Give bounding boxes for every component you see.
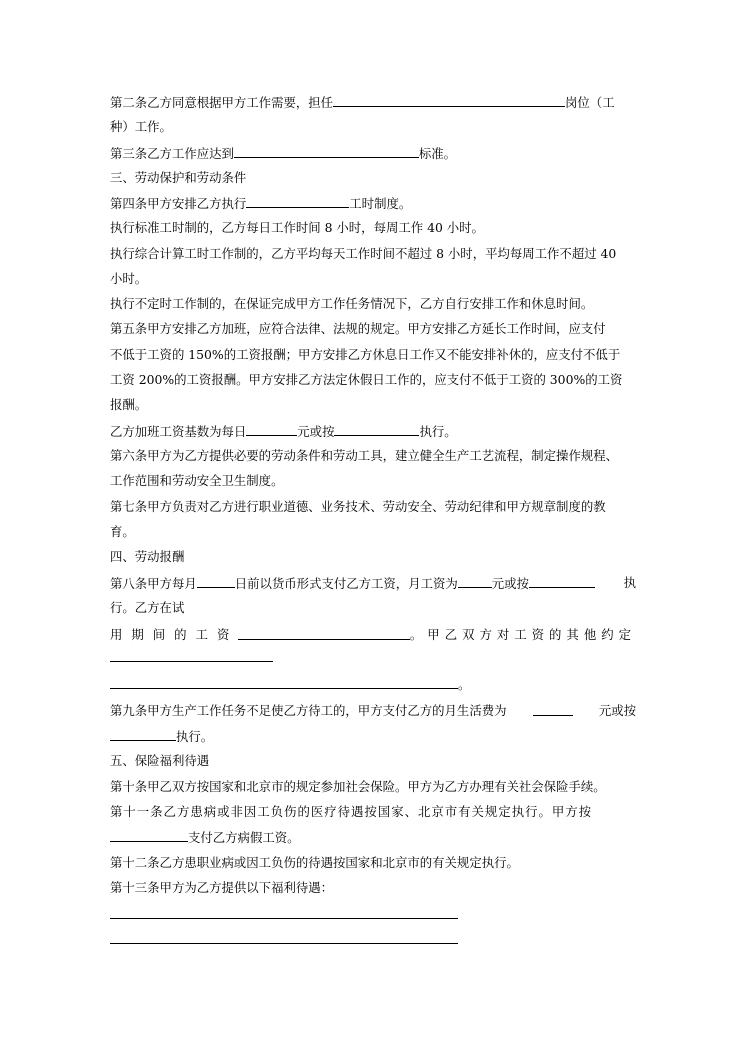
blank-line bbox=[110, 661, 273, 662]
line-article-12 bbox=[110, 855, 519, 871]
text: 行。乙方在试 bbox=[110, 600, 185, 615]
line-article-8 bbox=[110, 575, 636, 591]
blank-line bbox=[110, 918, 458, 919]
text: 执 bbox=[623, 575, 636, 590]
line-probation-wage bbox=[110, 627, 636, 643]
text: 不低于工资的 150%的工资报酬；甲方安排乙方休息日工作又不能安排补休的，应支付不低于 bbox=[110, 347, 621, 362]
text: 第九条甲方生产工作任务不足使乙方待工的，甲方支付乙方的月生活费为 bbox=[110, 703, 507, 718]
text: 第三条乙方工作应达到 bbox=[110, 146, 234, 161]
blank-field bbox=[246, 195, 349, 208]
text: 。甲乙双方对工资的其他约定 bbox=[409, 627, 636, 642]
text: 用期间的工资 bbox=[110, 627, 239, 642]
text: 执行。 bbox=[176, 729, 214, 744]
blank-field bbox=[246, 423, 297, 436]
line-flexible-hours bbox=[110, 296, 593, 312]
blank-field bbox=[197, 575, 235, 588]
section-heading-5 bbox=[110, 753, 209, 769]
line-article-13 bbox=[110, 880, 333, 896]
text: 第十三条甲方为乙方提供以下福利待遇： bbox=[110, 880, 334, 895]
text: 元或按 bbox=[491, 576, 529, 591]
text: 工资 200%的工资报酬。甲方安排乙方法定休假日工作的，应支付不低于工资的 300%的工资 bbox=[110, 372, 623, 387]
line-other-wage-agreement bbox=[110, 676, 470, 692]
text: 元或按 bbox=[297, 424, 335, 439]
text: 第十二条乙方患职业病或因工负伤的待遇按国家和北京市的有关规定执行。 bbox=[110, 855, 519, 870]
line-article-10 bbox=[110, 779, 606, 795]
text: 第七条甲方负责对乙方进行职业道德、业务技术、劳动安全、劳动纪律和甲方规章制度的教 bbox=[110, 499, 606, 514]
text: 标准。 bbox=[418, 146, 457, 161]
text: 日前以货币形式支付乙方工资，月工资为 bbox=[234, 576, 458, 591]
text: 岗位（工 bbox=[565, 95, 615, 110]
line-article-9-cont bbox=[110, 728, 213, 744]
text: 五、保险福利待遇 bbox=[110, 753, 210, 768]
text: 第八条甲方每月 bbox=[110, 576, 197, 591]
line-article-5-cont-3 bbox=[110, 397, 147, 413]
text: 第五条甲方安排乙方加班，应符合法律、法规的规定。甲方安排乙方延长工作时间，应支付 bbox=[110, 321, 606, 336]
text: 报酬。 bbox=[110, 397, 148, 412]
blank-field bbox=[334, 423, 419, 436]
text: 第四条甲方安排乙方执行 bbox=[110, 196, 247, 211]
blank-field bbox=[529, 575, 595, 588]
line-article-11-cont bbox=[110, 829, 300, 845]
line-article-6-cont bbox=[110, 473, 283, 489]
blank-field bbox=[110, 829, 188, 842]
blank-field bbox=[238, 627, 410, 640]
text: 。 bbox=[458, 677, 471, 692]
line-standard-hours bbox=[110, 220, 484, 236]
text: 种）工作。 bbox=[110, 119, 172, 134]
blank-field bbox=[110, 676, 458, 689]
line-article-5 bbox=[110, 321, 606, 337]
text: 三、劳动保护和劳动条件 bbox=[110, 170, 247, 185]
text: 执行标准工时制的，乙方每日工作时间 8 小时，每周工作 40 小时。 bbox=[110, 220, 484, 235]
section-heading-4 bbox=[110, 549, 184, 565]
line-article-7-cont bbox=[110, 524, 135, 540]
blank-field bbox=[333, 94, 565, 107]
line-article-9 bbox=[110, 703, 636, 719]
text: 第二条乙方同意根据甲方工作需要，担任 bbox=[110, 95, 334, 110]
document-page bbox=[110, 0, 636, 1052]
line-article-5-cont-2 bbox=[110, 372, 622, 388]
text: 元或按 bbox=[598, 703, 636, 718]
text: 第十条甲乙双方按国家和北京市的规定参加社会保险。甲方为乙方办理有关社会保险手续。 bbox=[110, 779, 606, 794]
line-article-2-cont bbox=[110, 119, 172, 135]
line-article-3 bbox=[110, 145, 456, 161]
blank-field bbox=[458, 575, 492, 588]
line-comprehensive-hours-cont bbox=[110, 271, 147, 287]
line-article-6 bbox=[110, 448, 618, 464]
blank-field bbox=[234, 145, 419, 158]
line-article-8-cont bbox=[110, 600, 184, 616]
text: 执行不定时工作制的，在保证完成甲方工作任务情况下，乙方自行安排工作和休息时间。 bbox=[110, 296, 594, 311]
line-article-5-cont-1 bbox=[110, 347, 620, 363]
text: 执行。 bbox=[419, 424, 457, 439]
text: 乙方加班工资基数为每日 bbox=[110, 424, 247, 439]
line-article-7 bbox=[110, 499, 606, 515]
text: 工作范围和劳动安全卫生制度。 bbox=[110, 473, 284, 488]
text: 支付乙方病假工资。 bbox=[188, 830, 300, 845]
text: 第六条甲方为乙方提供必要的劳动条件和劳动工具，建立健全生产工艺流程，制定操作规程、 bbox=[110, 448, 619, 463]
blank-field bbox=[110, 728, 176, 741]
text: 育。 bbox=[110, 524, 135, 539]
text: 执行综合计算工时工作制的，乙方平均每天工作时间不超过 8 小时，平均每周工作不超过 40 bbox=[110, 246, 617, 261]
line-article-11 bbox=[110, 804, 636, 820]
section-heading-3 bbox=[110, 170, 246, 186]
line-article-2 bbox=[110, 94, 615, 110]
text: 小时。 bbox=[110, 271, 148, 286]
line-comprehensive-hours bbox=[110, 246, 616, 262]
line-overtime-base bbox=[110, 423, 457, 439]
text: 第十一条乙方患病或非因工负伤的医疗待遇按国家、北京市有关规定执行。甲方按 bbox=[110, 804, 593, 819]
text: 四、劳动报酬 bbox=[110, 549, 185, 564]
blank-field bbox=[533, 703, 573, 716]
text: 工时制度。 bbox=[349, 196, 412, 211]
line-article-4 bbox=[110, 195, 411, 211]
blank-line bbox=[110, 943, 458, 944]
